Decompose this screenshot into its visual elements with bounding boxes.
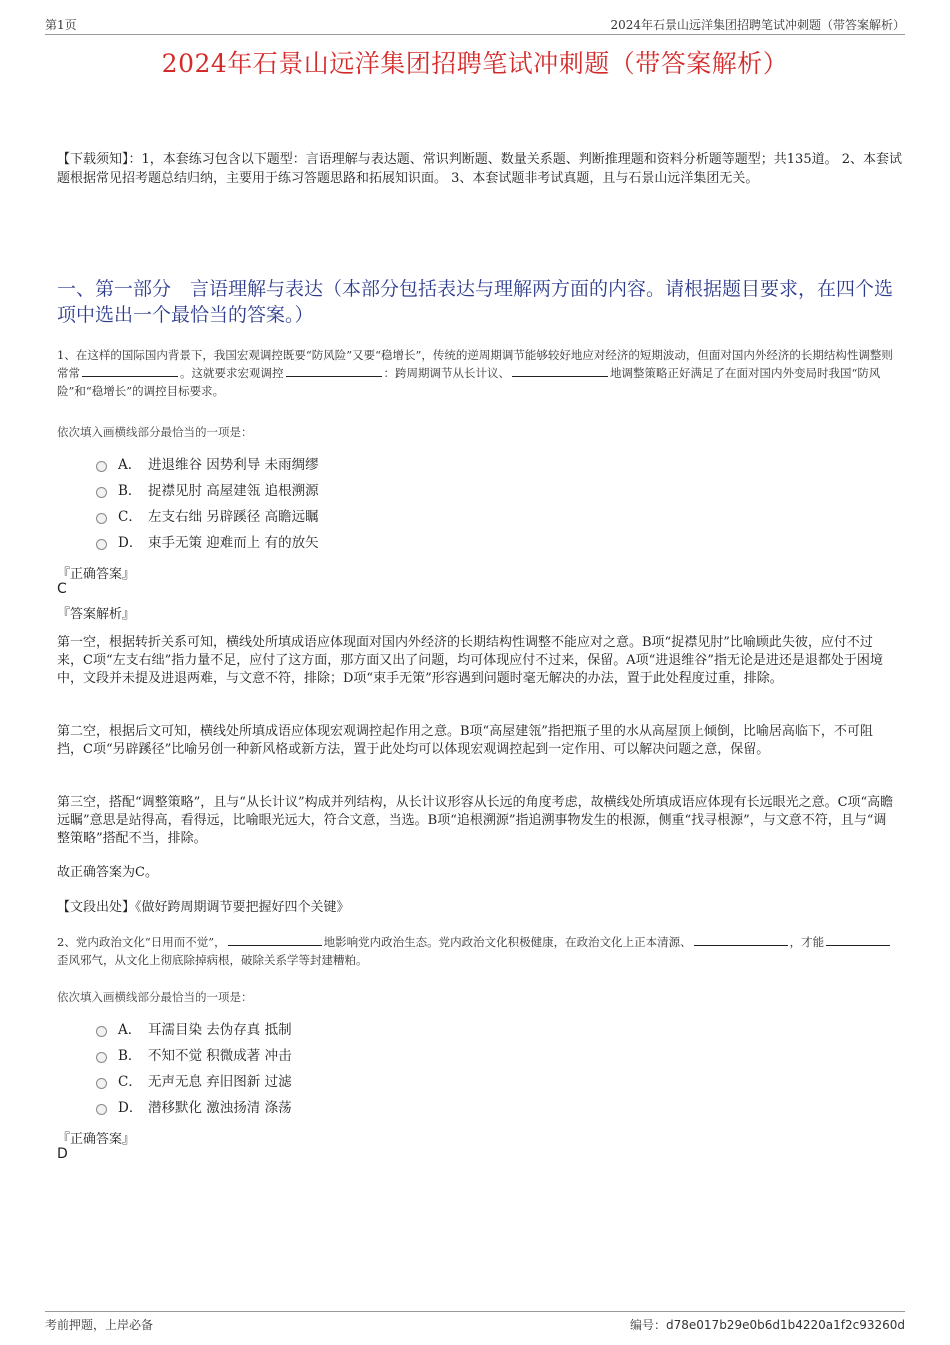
blank-2 <box>286 364 382 377</box>
radio-icon[interactable] <box>96 1052 107 1063</box>
analysis-paragraph: 第一空，根据转折关系可知，横线处所填成语应体现面对国内外经济的长期结构性调整不能应对之意。B项“捉襟见肘”比喻顾此失彼，应付不过来，C项“左支右绌”指力量不足，应付了这方面，那方面又出了问题，均可体现应付不过来，保留。A项“进退维谷”指无论是进还是退都处于困境中，文段并未提及进退两难，与文意不符，排除；D项“束手无策”形容遇到问题时毫无解决的办法，置于此处程度过重，排除。 <box>57 635 883 686</box>
option-b[interactable]: B． 不知不觉 积微成著 冲击 <box>96 1043 292 1069</box>
radio-icon[interactable] <box>96 487 107 498</box>
page-header <box>45 14 905 35</box>
page-number: 第1页 <box>45 18 77 32</box>
blank-1 <box>228 933 322 946</box>
header-doc-title: 2024年石景山远洋集团招聘笔试冲刺题（带答案解析） <box>610 18 905 32</box>
radio-icon[interactable] <box>96 1078 107 1089</box>
blank-3 <box>512 364 608 377</box>
option-d[interactable]: D． 束手无策 迎难而上 有的放矢 <box>96 530 319 556</box>
source-citation: 【文段出处】《做好跨周期调节要把握好四个关键》 <box>57 900 350 915</box>
option-c[interactable]: C． 无声无息 弃旧图新 过滤 <box>96 1069 292 1095</box>
option-a[interactable]: A． 进退维谷 因势利导 未雨绸缪 <box>96 452 319 478</box>
question-1-options <box>96 452 319 556</box>
correct-answer: C <box>57 581 67 597</box>
question-2-instruction: 依次填入画横线部分最恰当的一项是： <box>57 990 253 1004</box>
radio-icon[interactable] <box>96 1026 107 1037</box>
radio-icon[interactable] <box>96 513 107 524</box>
question-1-stem: 1、在这样的国际国内背景下，我国宏观调控既要“防风险”又要“稳增长”，传统的逆周期调节能够较好地应对经济的短期波动，但面对国内外经济的长期结构性调整则常常 。这就要求宏观调控 ：跨周期调节从长计议、 地调整策略正好满足了在面对国内外变局时我国“防风险”和“稳增长”的调控目标要求。 <box>57 348 893 398</box>
answer-label: 『正确答案』 <box>57 1132 136 1147</box>
radio-icon[interactable] <box>96 461 107 472</box>
document-code: 编号：d78e017b29e0b6d1b4220a1f2c93260d <box>630 1318 905 1332</box>
analysis-paragraph: 第三空，搭配“调整策略”，且与“从长计议”构成并列结构，从长计议形容从长远的角度考虑，故横线处所填成语应体现有长远眼光之意。C项“高瞻远瞩”意思是站得高，看得远，比喻眼光远大，符合文意，当选。B项“追根溯源”指追溯事物发生的根源，侧重“找寻根源”，与文意不符，且与“调整策略”搭配不当，排除。 <box>57 795 894 846</box>
option-b[interactable]: B． 捉襟见肘 高屋建瓴 追根溯源 <box>96 478 319 504</box>
page-footer <box>45 1311 905 1332</box>
question-1-instruction: 依次填入画横线部分最恰当的一项是： <box>57 425 253 439</box>
option-a[interactable]: A． 耳濡目染 去伪存真 抵制 <box>96 1017 292 1043</box>
option-d[interactable]: D． 潜移默化 激浊扬清 涤荡 <box>96 1095 292 1121</box>
answer-label: 『正确答案』 <box>57 567 136 582</box>
question-2-options <box>96 1017 292 1121</box>
blank-2 <box>694 933 788 946</box>
question-2-stem: 2、党内政治文化“日用而不觉”， 地影响党内政治生态。党内政治文化积极健康，在政治文化上正本清源、 ，才能歪风邪气，从文化上彻底除掉病根，破除关系学等封建糟粕。 <box>57 933 902 969</box>
section-heading: 一、第一部分 言语理解与表达（本部分包括表达与理解两方面的内容。请根据题目要求，在四个选项中选出一个最恰当的答案。） <box>57 278 894 326</box>
analysis-paragraph: 第二空，根据后文可知，横线处所填成语应体现宏观调控起作用之意。B项“高屋建瓴”指把瓶子里的水从高屋顶上倾倒，比喻居高临下，不可阻挡，C项“另辟蹊径”比喻另创一种新风格或新方法，置于此处均可以体现宏观调控起到一定作用、可以解决问题之意，保留。 <box>57 724 873 757</box>
analysis-label: 『答案解析』 <box>57 607 136 622</box>
correct-answer: D <box>57 1146 68 1162</box>
blank-1 <box>82 364 178 377</box>
radio-icon[interactable] <box>96 1104 107 1115</box>
option-c[interactable]: C． 左支右绌 另辟蹊径 高瞻远瞩 <box>96 504 319 530</box>
blank-3 <box>826 933 890 946</box>
document-title: 2024年石景山远洋集团招聘笔试冲刺题（带答案解析） <box>161 49 789 78</box>
analysis-conclusion: 故正确答案为C。 <box>57 865 158 880</box>
radio-icon[interactable] <box>96 539 107 550</box>
download-notice: 【下载须知】：1，本套练习包含以下题型：言语理解与表达题、常识判断题、数量关系题、判断推理题和资料分析题等题型；共135道。 2、本套试题根据常见招考题总结归纳，主要用于练习答题思路和拓展知识面。 3、本套试题非考试真题，且与石景山远洋集团无关。 <box>57 152 902 186</box>
footer-slogan: 考前押题，上岸必备 <box>45 1318 154 1332</box>
